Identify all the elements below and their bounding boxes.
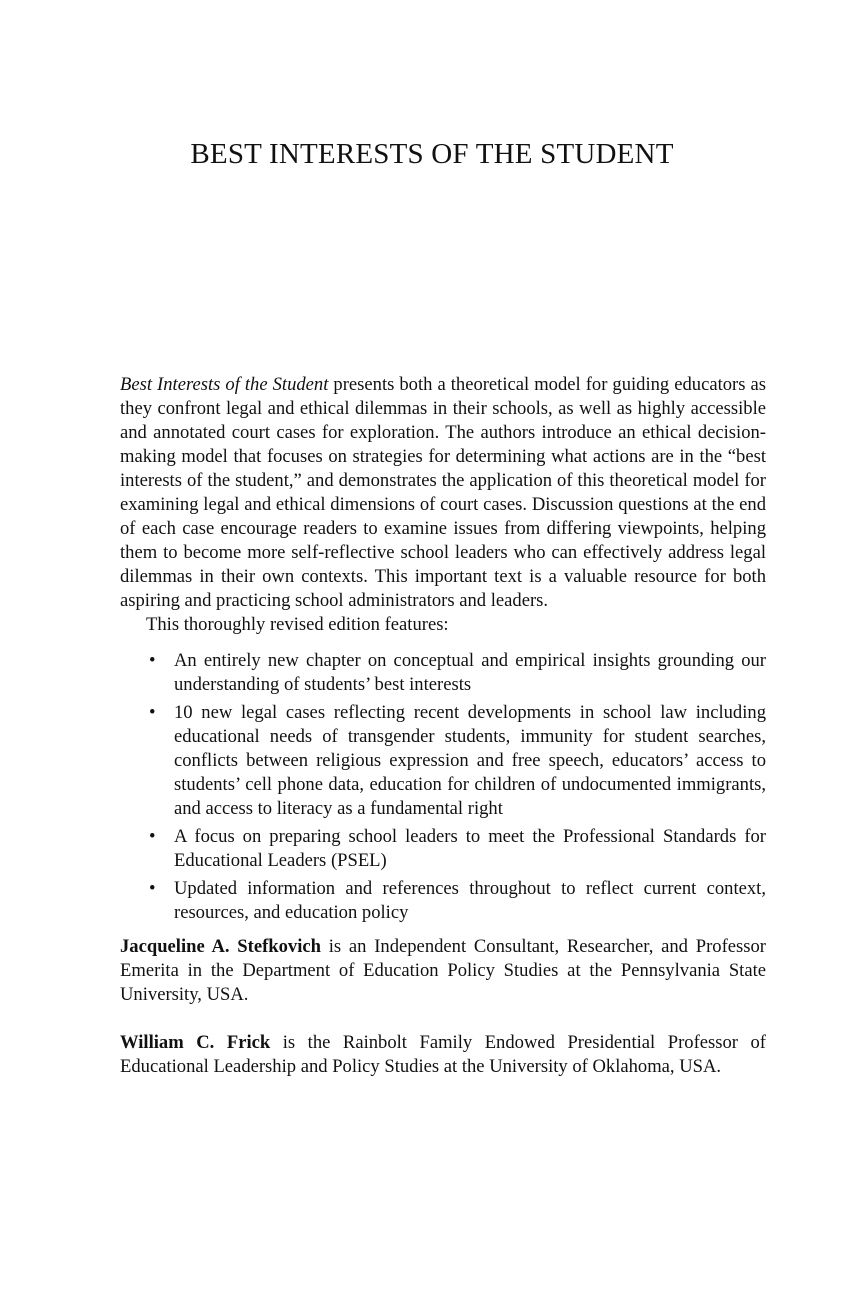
bullet-icon: • (149, 650, 156, 671)
bullet-icon: • (149, 826, 156, 847)
page-title: BEST INTERESTS OF THE STUDENT (190, 138, 674, 170)
description-paragraph (120, 373, 766, 613)
author-bio (120, 1031, 766, 1079)
bullet-icon: • (149, 702, 156, 723)
author-name: William C. Frick (120, 1032, 271, 1053)
author-bio (120, 935, 766, 1007)
features-intro: This thoroughly revised edition features: (146, 614, 449, 635)
description-text: presents both a theoretical model for guiding educators as they confront legal and ethical dilemmas in their schools, as well as highly accessible and annotated court cases for exploration. The authors introduce an ethical decision-making model that focuses on strategies for determining what actions are in the “best interests of the student,” and demonstrates the application of this theoretical model for examining legal and ethical dimensions of court cases. Discussion questions at the end of each case encourage readers to examine issues from differing viewpoints, helping them to become more self-reflective school leaders who can effectively address legal dilemmas in their own contexts. This important text is a valuable resource for both aspiring and practicing school administrators and leaders. (120, 374, 766, 611)
feature-item (149, 825, 766, 873)
feature-text: 10 new legal cases reflecting recent developments in school law including educational needs of transgender students, immunity for student searches, conflicts between religious expression and free speech, educators’ access to students’ cell phone data, education for children of undocumented immigrants, and access to literacy as a fundamental right (174, 702, 766, 819)
back-cover-text (120, 373, 766, 1079)
feature-text: An entirely new chapter on conceptual and empirical insights grounding our understanding of students’ best interests (174, 650, 766, 695)
features-list (120, 649, 766, 925)
feature-text: A focus on preparing school leaders to meet the Professional Standards for Educational Leaders (PSEL) (174, 826, 766, 871)
author-bio-text: is the Rainbolt Family Endowed Presidential Professor of Educational Leadership and Policy Studies at the University of Oklahoma, USA. (120, 1032, 766, 1077)
feature-item (149, 701, 766, 821)
feature-item (149, 649, 766, 697)
author-name: Jacqueline A. Stefkovich (120, 936, 321, 957)
book-title-italic: Best Interests of the Student (120, 374, 329, 395)
bullet-icon: • (149, 878, 156, 899)
author-bio-text: is an Independent Consultant, Researcher, and Professor Emerita in the Department of Education Policy Studies at the Pennsylvania State University, USA. (120, 936, 766, 1005)
feature-item (149, 877, 766, 925)
feature-text: Updated information and references throughout to reflect current context, resources, and education policy (174, 878, 766, 923)
